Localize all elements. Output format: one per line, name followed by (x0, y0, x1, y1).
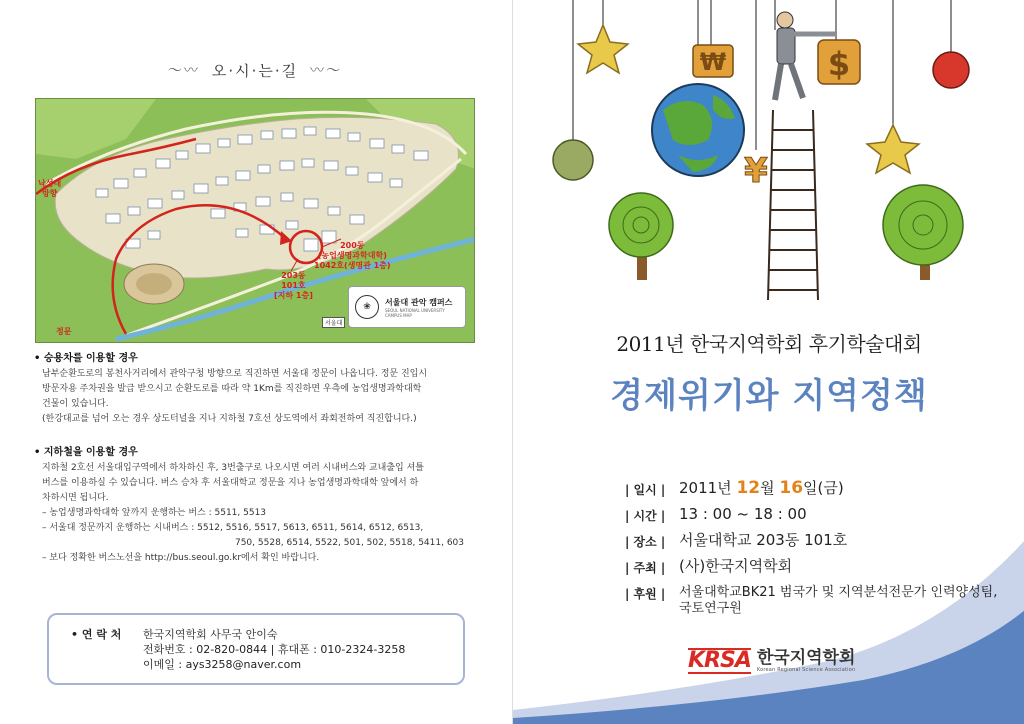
date-year: 2011년 (679, 479, 737, 497)
contact-box (47, 613, 465, 685)
bus-line-3: – 보다 정확한 버스노선을 http://bus.seoul.go.kr에서 확인 바랍니다. (42, 553, 320, 563)
date-month-unit: 월 (760, 479, 780, 497)
building-203-label: 203동 101호 [지하 1층] (274, 271, 313, 300)
contact-key: • 연 락 처 (71, 628, 122, 641)
date-key: | 일시 | (625, 483, 666, 497)
subway-line-2: 버스를 이용하실 수 있습니다. 버스 승차 후 서울대학교 정문을 지나 농업생명과학대학 앞에서 하 (42, 478, 419, 488)
time-key: | 시간 | (625, 509, 666, 523)
svg-text:$: $ (827, 45, 851, 83)
directions-title (140, 60, 370, 80)
svg-text:₩: ₩ (699, 48, 727, 76)
subway-directions (34, 446, 484, 566)
nakseongdae-label: 낙성대 방향 (38, 179, 62, 198)
subway-line-1: 지하철 2호선 서울대입구역에서 하차하신 후, 3번출구로 나오시면 여러 시내버스와 교내출입 셔틀 (42, 463, 424, 473)
car-line-4: (한강대교를 넘어 오는 경우 상도터널을 지나 지하철 7호선 상도역에서 좌회전하여 직진합니다.) (42, 414, 417, 424)
campus-name: 서울대 관악 캠퍼스 (385, 297, 453, 307)
info-row-place (625, 530, 1020, 550)
flourish-right-icon: 〰〜 (310, 63, 343, 79)
host-value: (사)한국지역학회 (679, 557, 793, 575)
krsa-logo-en: Korean Regional Science Association (756, 667, 856, 673)
flourish-left-icon: 〜〰 (167, 63, 200, 79)
directions-title-text: 오·시·는·길 (211, 61, 299, 80)
contact-line-3[interactable]: 이메일 : ays3258@naver.com (143, 658, 302, 671)
car-line-3: 건물이 있습니다. (42, 399, 109, 409)
info-row-time (625, 504, 1020, 524)
event-title: 2011년 한국지역학회 후기학술대회 (616, 332, 922, 356)
subway-line-3: 차하시면 됩니다. (42, 493, 109, 503)
place-key: | 장소 | (625, 535, 666, 549)
campus-sub: SEOUL NATIONAL UNIVERSITY CAMPUS MAP (385, 307, 445, 318)
sponsor-value-2: 국토연구원 (679, 601, 742, 616)
time-value: 13 : 00 ~ 18 : 00 (679, 505, 807, 523)
svg-text:¥: ¥ (744, 151, 768, 191)
map-legend: 서울대 (322, 317, 345, 328)
info-row-host (625, 556, 1020, 576)
cover-illustration (513, 0, 1024, 300)
cover-page (512, 0, 1024, 724)
sponsor-key: | 후원 | (625, 587, 666, 601)
event-info (625, 478, 1020, 623)
main-gate-label: 정문 (56, 327, 72, 336)
car-heading: • 승용차를 이용할 경우 (34, 353, 138, 364)
campus-map (35, 98, 475, 343)
date-day-unit: 일(금) (803, 479, 844, 497)
host-key: | 주최 | (625, 561, 666, 575)
contact-line-2: 전화번호 : 02-820-0844 | 휴대폰 : 010-2324-3258 (143, 643, 406, 656)
date-day: 16 (779, 478, 804, 498)
info-row-date (625, 478, 1020, 498)
university-seal-icon: ❀ (355, 295, 379, 319)
event-main-title: 경제위기와 지역정책 (610, 376, 928, 416)
bus-line-1: – 농업생명과학대학 앞까지 운행하는 버스 : 5511, 5513 (42, 508, 267, 518)
krsa-logo-mark: KRSA (688, 648, 751, 673)
place-value: 서울대학교 203동 101호 (679, 531, 848, 549)
contact-line-1: 한국지역학회 사무국 안이숙 (143, 628, 278, 641)
building-200-label: 200동 (농업생명과학대학) 1042호(생명관 1층) (314, 241, 391, 270)
sponsor-value-1: 서울대학교BK21 범국가 및 지역분석전문가 인력양성팀, (679, 585, 998, 600)
car-line-2: 방문자용 주차권을 발급 받으시고 순환도로를 따라 약 1Km를 직진하면 우측에 농업생명과학대학 (42, 384, 422, 394)
info-row-sponsor (625, 582, 1020, 617)
car-directions (34, 352, 484, 427)
campus-badge (348, 286, 466, 328)
date-month: 12 (736, 478, 761, 498)
bus-line-2a: – 서울대 정문까지 운행하는 시내버스 : 5512, 5516, 5517, 5613, 6511, 5614, 6512, 6513, (42, 523, 424, 533)
car-line-1: 남부순환도로의 봉천사거리에서 관악구청 방향으로 직진하면 서울대 정문이 나옵니다. 정문 진입시 (42, 369, 428, 379)
bus-line-2b: 750, 5528, 6514, 5522, 501, 502, 5518, 5411, 603 (234, 538, 464, 548)
subway-heading: • 지하철을 이용할 경우 (34, 447, 138, 458)
krsa-logo-name: 한국지역학회 (756, 648, 856, 668)
krsa-logo (688, 648, 855, 674)
